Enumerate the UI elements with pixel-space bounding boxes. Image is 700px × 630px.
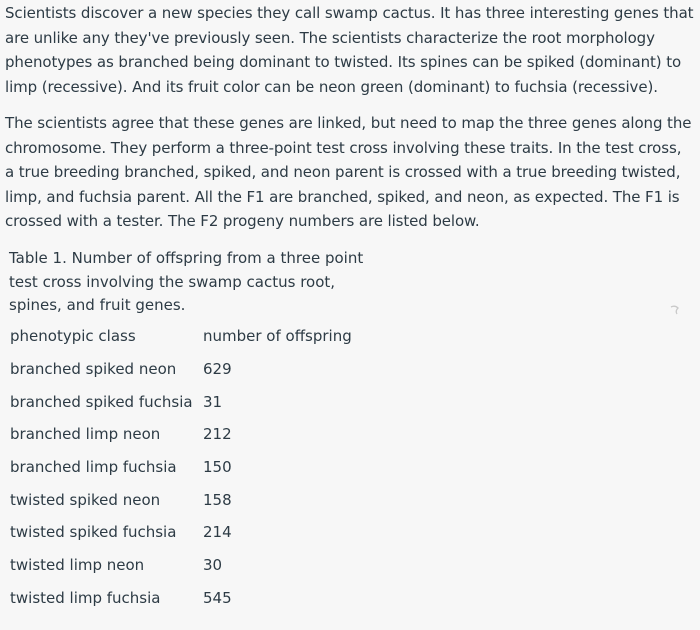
phenotype-cell: branched spiked neon	[10, 360, 177, 378]
phenotype-cell: branched limp fuchsia	[10, 458, 177, 476]
phenotype-cell: branched spiked fuchsia	[10, 393, 193, 411]
offspring-count-cell: 150	[203, 458, 232, 476]
offspring-count-cell: 31	[203, 393, 223, 411]
phenotype-cell: branched limp neon	[10, 425, 161, 443]
experiment-paragraph: The scientists agree that these genes are linked, but need to map the three genes along the chromosome. They perform a three-point test cross involving these traits. In the test cross, a true breeding branched, spiked, and neon parent is crossed with a true breeding twisted, limp, and fuchsia parent. All the F1 are branched, spiked, and neon, as expected. The F1 is crossed with a tester. The F2 progeny numbers are listed below.	[5, 114, 692, 230]
phenotype-cell: twisted limp neon	[10, 556, 145, 574]
table-caption: Table 1. Number of offspring from a three point test cross involving the swamp cactus root, spines, and fruit genes.	[9, 249, 364, 314]
phenotypic-class-header: phenotypic class	[10, 327, 136, 345]
table-row	[10, 586, 410, 610]
table-header-row	[10, 324, 410, 348]
phenotype-cell: twisted limp fuchsia	[10, 589, 161, 607]
decorative-mark-icon	[669, 304, 681, 316]
table-row	[10, 422, 410, 446]
intro-paragraph: Scientists discover a new species they call swamp cactus. It has three interesting genes that are unlike any they've previously seen. The scientists characterize the root morphology phenotypes as branched being dominant to twisted. Its spines can be spiked (dominant) to limp (recessive). And its fruit color can be neon green (dominant) to fuchsia (recessive).	[5, 4, 694, 96]
table-row	[10, 455, 410, 479]
offspring-count-cell: 629	[203, 360, 232, 378]
offspring-count-cell: 545	[203, 589, 232, 607]
offspring-count-cell: 158	[203, 491, 232, 509]
offspring-count-cell: 212	[203, 425, 232, 443]
table-row	[10, 357, 410, 381]
phenotype-cell: twisted spiked fuchsia	[10, 523, 177, 541]
table-row	[10, 553, 410, 577]
offspring-count-cell: 214	[203, 523, 232, 541]
number-of-offspring-header: number of offspring	[203, 327, 352, 345]
table-row	[10, 488, 410, 512]
phenotype-cell: twisted spiked neon	[10, 491, 161, 509]
offspring-count-cell: 30	[203, 556, 223, 574]
table-row	[10, 520, 410, 544]
table-row	[10, 390, 410, 414]
